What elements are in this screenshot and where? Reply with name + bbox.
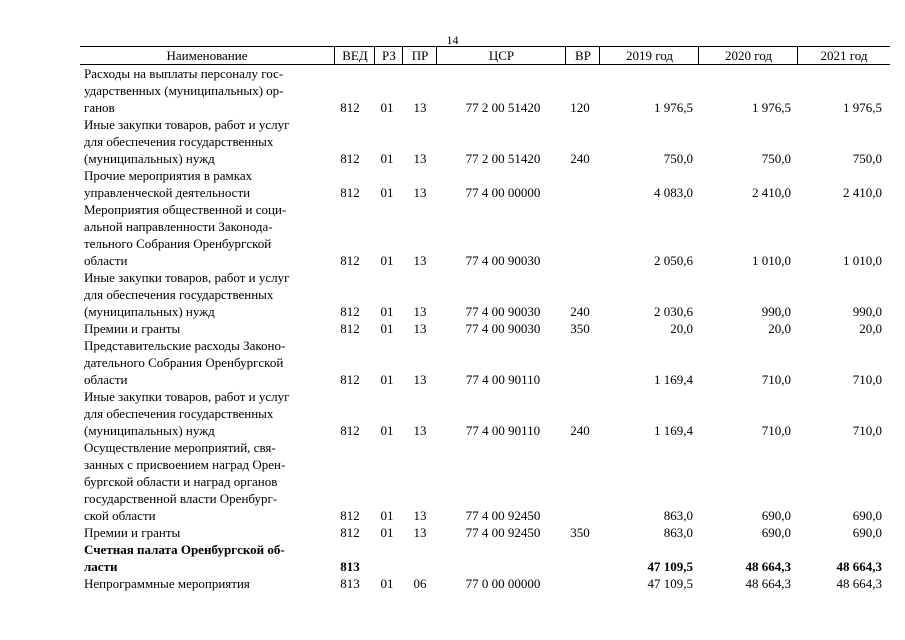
row-name-line: Счетная палата Оренбургской об- [84,542,285,557]
rz-cell [376,558,398,575]
header-pr: ПР [402,47,437,64]
amount-2021-cell: 690,0 [852,508,882,523]
row-name-line: дательного Собрания Оренбургской [84,355,284,370]
row-name-line: Непрограммные мероприятия [84,576,250,591]
vr-cell [560,371,600,388]
amount-2020-cell: 1 976,5 [752,100,791,115]
pr-cell [408,558,432,575]
row-name [84,269,334,320]
amount-2019-cell: 2 030,6 [654,304,693,319]
table-row [0,541,905,575]
pr-cell: 13 [413,185,427,200]
csr-cell: 77 4 00 92450 [465,525,541,540]
amount-2021-cell: 20,0 [859,321,882,336]
amount-2021-cell: 48 664,3 [836,559,882,574]
row-name-line: Иные закупки товаров, работ и услуг [84,117,290,132]
rz-cell: 01 [380,304,394,319]
header-csr: ЦСР [436,47,566,64]
amount-2019-cell: 863,0 [663,525,693,540]
header-2021: 2021 год [797,47,890,64]
amount-2020-cell: 1 010,0 [752,253,791,268]
page-number: 14 [446,33,459,47]
row-name-line: Премии и гранты [84,321,181,336]
row-name-line: государственной власти Оренбург- [84,491,278,506]
ved-cell: 813 [340,576,360,591]
rz-cell: 01 [380,576,394,591]
amount-2020-cell: 750,0 [761,151,791,166]
row-name-line: Осуществление мероприятий, свя- [84,440,276,455]
row-name-line: ласти [84,559,118,574]
amount-2021-cell: 2 410,0 [843,185,882,200]
row-name [84,575,334,592]
ved-cell: 813 [340,559,360,574]
row-name-line: ской области [84,508,156,523]
row-name-line: Представительские расходы Законо- [84,338,286,353]
vr-cell: 350 [570,321,590,336]
rz-cell: 01 [380,508,394,523]
row-name-line: для обеспечения государственных [84,406,274,421]
row-name [84,524,334,541]
amount-2021-cell: 990,0 [852,304,882,319]
amount-2020-cell: 710,0 [761,372,791,387]
amount-2020-cell: 990,0 [761,304,791,319]
table-row [0,65,905,116]
row-name [84,320,334,337]
row-name-line: Иные закупки товаров, работ и услуг [84,389,290,404]
pr-cell: 13 [413,372,427,387]
header-name: Наименование [166,48,248,63]
pr-cell: 13 [413,100,427,115]
row-name [84,65,334,116]
row-name [84,439,334,524]
row-name-line: (муниципальных) нужд [84,423,215,438]
table-row [0,320,905,337]
row-name [84,388,334,439]
vr-cell: 240 [570,304,590,319]
ved-cell: 812 [340,304,360,319]
rz-cell: 01 [380,151,394,166]
table-row [0,337,905,388]
vr-cell [560,252,600,269]
amount-2021-cell: 710,0 [852,372,882,387]
amount-2021-cell: 1 010,0 [843,253,882,268]
vr-cell: 240 [570,423,590,438]
amount-2019-cell: 863,0 [663,508,693,523]
csr-cell: 77 4 00 92450 [465,508,541,523]
pr-cell: 13 [413,151,427,166]
csr-cell: 77 4 00 90030 [465,253,541,268]
amount-2019-cell: 1 169,4 [654,423,693,438]
row-name [84,201,334,269]
table-row [0,116,905,167]
vr-cell [560,558,600,575]
csr-cell: 77 2 00 51420 [465,151,541,166]
rz-cell: 01 [380,525,394,540]
vr-cell: 240 [570,151,590,166]
amount-2020-cell: 48 664,3 [745,559,791,574]
ved-cell: 812 [340,151,360,166]
amount-2019-cell: 47 109,5 [647,576,693,591]
row-name-line: альной направленности Законода- [84,219,273,234]
row-name-line: тельного Собрания Оренбургской [84,236,272,251]
csr-cell: 77 4 00 90030 [465,321,541,336]
row-name-line: Расходы на выплаты персоналу гос- [84,66,284,81]
budget-table [0,65,905,592]
amount-2020-cell: 48 664,3 [745,576,791,591]
rz-cell: 01 [380,423,394,438]
csr-cell: 77 2 00 51420 [465,100,541,115]
csr-cell: 77 4 00 90110 [465,372,541,387]
amount-2019-cell: 2 050,6 [654,253,693,268]
ved-cell: 812 [340,253,360,268]
csr-cell [448,558,558,575]
ved-cell: 812 [340,508,360,523]
table-row [0,439,905,524]
row-name-line: для обеспечения государственных [84,134,274,149]
table-row [0,524,905,541]
vr-cell: 350 [570,525,590,540]
vr-cell [560,184,600,201]
amount-2021-cell: 690,0 [852,525,882,540]
amount-2020-cell: 690,0 [761,508,791,523]
csr-cell: 77 4 00 90030 [465,304,541,319]
row-name-line: ударственных (муниципальных) ор- [84,83,284,98]
rz-cell: 01 [380,253,394,268]
amount-2021-cell: 710,0 [852,423,882,438]
table-row [0,201,905,269]
row-name [84,167,334,201]
ved-cell: 812 [340,372,360,387]
ved-cell: 812 [340,185,360,200]
ved-cell: 812 [340,525,360,540]
vr-cell [560,575,600,592]
pr-cell: 13 [413,253,427,268]
table-row [0,388,905,439]
vr-cell [560,507,600,524]
amount-2020-cell: 690,0 [761,525,791,540]
table-row [0,269,905,320]
amount-2019-cell: 47 109,5 [647,559,693,574]
pr-cell: 06 [413,576,427,591]
rz-cell: 01 [380,100,394,115]
row-name-line: области [84,372,128,387]
table-row [0,167,905,201]
table-header [80,46,890,65]
row-name-line: для обеспечения государственных [84,287,274,302]
header-2020: 2020 год [698,47,798,64]
amount-2019-cell: 20,0 [670,321,693,336]
header-rz: РЗ [374,47,403,64]
amount-2020-cell: 710,0 [761,423,791,438]
csr-cell: 77 0 00 00000 [465,576,541,591]
row-name-line: области [84,253,128,268]
amount-2020-cell: 2 410,0 [752,185,791,200]
amount-2019-cell: 4 083,0 [654,185,693,200]
row-name-line: управленческой деятельности [84,185,251,200]
row-name-line: Прочие мероприятия в рамках [84,168,253,183]
pr-cell: 13 [413,508,427,523]
table-row [0,575,905,592]
csr-cell: 77 4 00 90110 [465,423,541,438]
amount-2021-cell: 1 976,5 [843,100,882,115]
amount-2019-cell: 750,0 [663,151,693,166]
amount-2019-cell: 1 169,4 [654,372,693,387]
row-name-line: (муниципальных) нужд [84,304,215,319]
rz-cell: 01 [380,372,394,387]
ved-cell: 812 [340,100,360,115]
row-name [84,116,334,167]
pr-cell: 13 [413,321,427,336]
row-name [84,337,334,388]
amount-2021-cell: 48 664,3 [836,576,882,591]
row-name-line: Мероприятия общественной и соци- [84,202,287,217]
ved-cell: 812 [340,321,360,336]
pr-cell: 13 [413,304,427,319]
row-name-line: (муниципальных) нужд [84,151,215,166]
rz-cell: 01 [380,185,394,200]
row-name-line: Иные закупки товаров, работ и услуг [84,270,290,285]
row-name-line: занных с присвоением наград Орен- [84,457,286,472]
rz-cell: 01 [380,321,394,336]
row-name [84,541,334,575]
header-ved: ВЕД [334,47,375,64]
header-vr: ВР [565,47,600,64]
pr-cell: 13 [413,525,427,540]
row-name-line: бургской области и наград органов [84,474,278,489]
header-2019: 2019 год [599,47,699,64]
row-name-line: Премии и гранты [84,525,181,540]
vr-cell: 120 [570,100,590,115]
amount-2021-cell: 750,0 [852,151,882,166]
pr-cell: 13 [413,423,427,438]
amount-2020-cell: 20,0 [768,321,791,336]
csr-cell: 77 4 00 00000 [465,185,541,200]
row-name-line: ганов [84,100,115,115]
amount-2019-cell: 1 976,5 [654,100,693,115]
ved-cell: 812 [340,423,360,438]
